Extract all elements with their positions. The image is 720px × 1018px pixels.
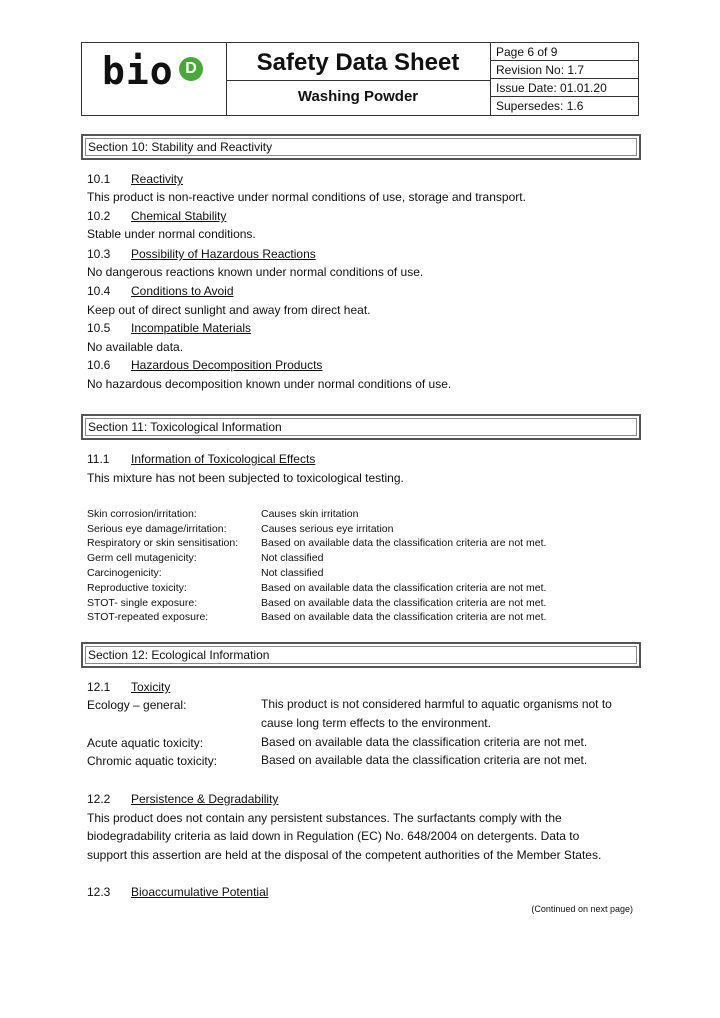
tox-value: Based on available data the classification criteria are not met. <box>261 537 547 549</box>
tox-label: Skin corrosion/irritation: <box>87 508 197 520</box>
item-heading: Conditions to Avoid <box>131 284 234 298</box>
logo-badge-letter: D <box>185 60 197 77</box>
item-heading: Possibility of Hazardous Reactions <box>131 247 316 261</box>
issue-date: Issue Date: 01.01.20 <box>490 79 638 97</box>
section-11-header <box>81 414 641 440</box>
item-number: 10.6 <box>87 358 111 372</box>
tox-value: Based on available data the classification criteria are not met. <box>261 597 547 609</box>
supersedes: Supersedes: 1.6 <box>496 99 584 113</box>
item-text: Keep out of direct sunlight and away from direct heat. <box>87 303 371 317</box>
eco-label: Ecology – general: <box>87 698 187 712</box>
chronic-label: Chromic aquatic toxicity: <box>87 754 218 768</box>
item-heading: Information of Toxicological Effects <box>131 452 316 466</box>
tox-value: Causes serious eye irritation <box>261 523 394 535</box>
item-heading: Persistence & Degradability <box>131 792 279 806</box>
item-number: 10.4 <box>87 284 111 298</box>
item-number: 12.3 <box>87 885 111 899</box>
item-text: No dangerous reactions known under normal conditions of use. <box>87 265 424 279</box>
item-text: Stable under normal conditions. <box>87 227 256 241</box>
section-title: Section 11: Toxicological Information <box>88 420 282 434</box>
tox-label: Respiratory or skin sensitisation: <box>87 537 239 549</box>
continued-note: (Continued on next page) <box>531 904 633 914</box>
item-text: This product does not contain any persistent substances. The surfactants comply with the <box>87 811 562 825</box>
tox-label: Germ cell mutagenicity: <box>87 552 197 564</box>
document-title: Safety Data Sheet <box>226 46 490 81</box>
section-title: Section 10: Stability and Reactivity <box>88 140 273 154</box>
logo-cell <box>82 43 227 115</box>
document-header <box>81 42 639 116</box>
item-heading: Toxicity <box>131 680 171 694</box>
tox-value: Causes skin irritation <box>261 508 359 520</box>
item-text: No available data. <box>87 340 184 354</box>
section-title: Section 12: Ecological Information <box>88 648 270 662</box>
item-heading: Chemical Stability <box>131 209 227 223</box>
item-text: biodegradability criteria as laid down in Regulation (EC) No. 648/2004 on detergents. Data to <box>87 829 580 843</box>
tox-value: Not classified <box>261 567 324 579</box>
chronic-value: Based on available data the classification criteria are not met. <box>261 753 588 767</box>
tox-label: Serious eye damage/irritation: <box>87 523 227 535</box>
item-number: 10.3 <box>87 247 111 261</box>
item-number: 11.1 <box>87 452 110 466</box>
tox-label: Reproductive toxicity: <box>87 582 187 594</box>
section-12-header <box>81 642 641 668</box>
item-heading: Bioaccumulative Potential <box>131 885 269 899</box>
page-number: Page 6 of 9 <box>490 43 638 61</box>
eco-value-cont: cause long term effects to the environment. <box>261 716 491 730</box>
item-text: support this assertion are held at the disposal of the competent authorities of the Member States. <box>87 848 602 862</box>
logo-text: bio <box>102 49 174 93</box>
tox-label: STOT- single exposure: <box>87 597 198 609</box>
item-number: 10.1 <box>87 172 111 186</box>
eco-value: This product is not considered harmful to aquatic organisms not to <box>261 697 612 711</box>
tox-label: STOT-repeated exposure: <box>87 611 209 623</box>
acute-value: Based on available data the classification criteria are not met. <box>261 735 588 749</box>
section-10-header <box>81 134 641 160</box>
tox-value: Not classified <box>261 552 324 564</box>
tox-label: Carcinogenicity: <box>87 567 162 579</box>
item-heading: Reactivity <box>131 172 184 186</box>
item-text: This mixture has not been subjected to toxicological testing. <box>87 471 404 485</box>
item-heading: Hazardous Decomposition Products <box>131 358 323 372</box>
tox-value: Based on available data the classification criteria are not met. <box>261 582 547 594</box>
document-meta <box>490 43 638 115</box>
company-logo <box>102 49 208 97</box>
item-number: 10.2 <box>87 209 111 223</box>
item-number: 10.5 <box>87 321 111 335</box>
item-number: 12.1 <box>87 680 111 694</box>
title-cell <box>226 43 491 115</box>
item-text: This product is non-reactive under normal conditions of use, storage and transport. <box>87 190 526 204</box>
product-name: Washing Powder <box>297 88 419 105</box>
item-text: No hazardous decomposition known under normal conditions of use. <box>87 377 452 391</box>
item-heading: Incompatible Materials <box>131 321 252 335</box>
revision-number: Revision No: 1.7 <box>490 61 638 79</box>
acute-label: Acute aquatic toxicity: <box>87 736 204 750</box>
tox-value: Based on available data the classification criteria are not met. <box>261 611 547 623</box>
item-number: 12.2 <box>87 792 111 806</box>
